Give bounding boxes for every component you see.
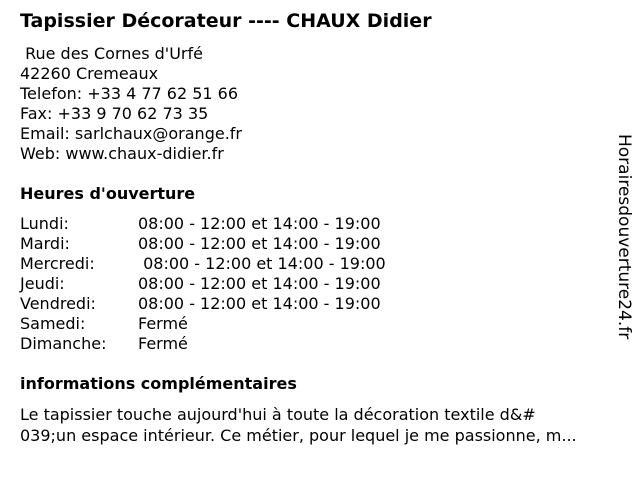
day-label: Vendredi:: [20, 294, 96, 313]
day-hours: Fermé: [138, 314, 188, 333]
city-address: 42260 Cremeaux: [20, 64, 159, 83]
info-text-line: Le tapissier touche aujourd'hui à toute la décoration textile d&#: [20, 405, 536, 424]
day-hours: 08:00 - 12:00 et 14:00 - 19:00: [138, 274, 381, 293]
hours-row-saturday: [20, 314, 386, 334]
hours-row-sunday: [20, 334, 386, 354]
watermark-text: Horairesdouverture24.fr: [614, 134, 634, 340]
hours-row-thursday: [20, 274, 386, 294]
email-address: Email: sarlchaux@orange.fr: [20, 124, 242, 143]
day-label: Lundi:: [20, 214, 69, 233]
hours-row-monday: [20, 214, 386, 234]
day-hours: 08:00 - 12:00 et 14:00 - 19:00: [138, 254, 386, 273]
day-label: Jeudi:: [20, 274, 65, 293]
opening-hours-heading: Heures d'ouverture: [20, 184, 196, 203]
opening-hours-table: [20, 214, 386, 354]
day-label: Dimanche:: [20, 334, 107, 353]
phone-number: Telefon: +33 4 77 62 51 66: [20, 84, 239, 103]
day-hours: 08:00 - 12:00 et 14:00 - 19:00: [138, 294, 381, 313]
fax-number: Fax: +33 9 70 62 73 35: [20, 104, 209, 123]
day-hours: 08:00 - 12:00 et 14:00 - 19:00: [138, 234, 381, 253]
business-title: Tapissier Décorateur ---- CHAUX Didier: [20, 10, 432, 32]
street-address: Rue des Cornes d'Urfé: [20, 44, 203, 63]
contact-block: [20, 44, 242, 164]
additional-info-text: [20, 404, 632, 446]
site-watermark: [610, 134, 640, 346]
day-label: Samedi:: [20, 314, 86, 333]
website-address: Web: www.chaux-didier.fr: [20, 144, 224, 163]
hours-row-wednesday: [20, 254, 386, 274]
day-label: Mardi:: [20, 234, 70, 253]
hours-row-tuesday: [20, 234, 386, 254]
additional-info-heading: informations complémentaires: [20, 374, 297, 393]
day-hours: Fermé: [138, 334, 188, 353]
hours-row-friday: [20, 294, 386, 314]
day-label: Mercredi:: [20, 254, 95, 273]
day-hours: 08:00 - 12:00 et 14:00 - 19:00: [138, 214, 381, 233]
info-text-line: 039;un espace intérieur. Ce métier, pour lequel je me passionne, m...: [20, 426, 577, 445]
